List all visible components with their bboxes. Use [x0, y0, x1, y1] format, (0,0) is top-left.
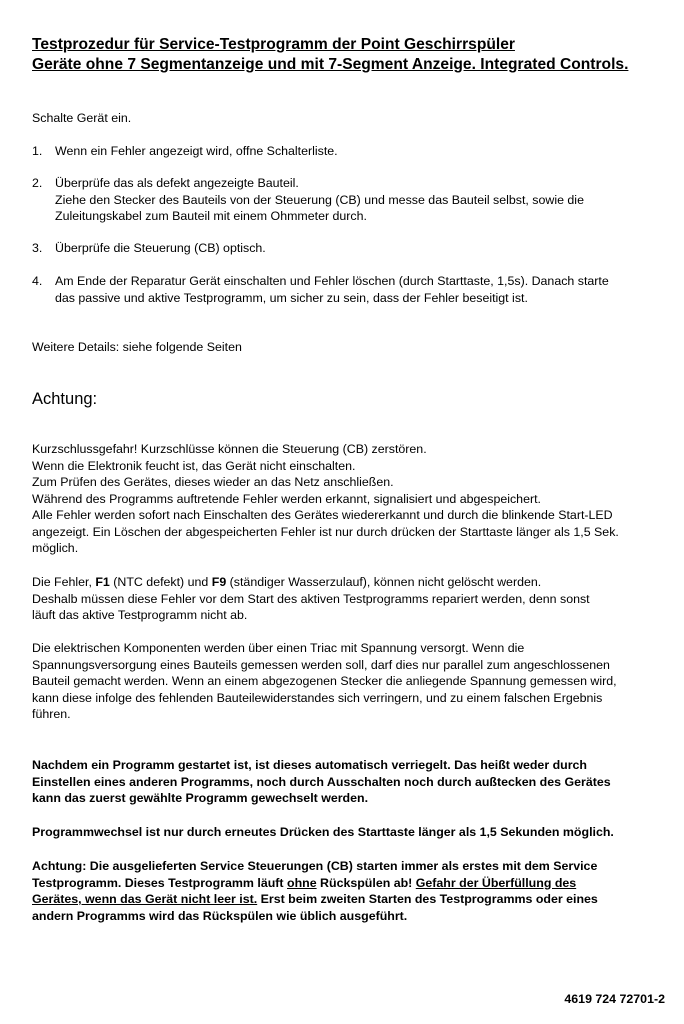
step-3-text	[55, 240, 665, 257]
step-line: Am Ende der Reparatur Gerät einschalten und Fehler löschen (durch Starttaste, 1,5s). Danach starte	[55, 274, 609, 288]
underlined-overflow-warning-cont: Gerätes, wenn das Gerät nicht leer ist.	[32, 892, 258, 906]
paragraph-line: Die elektrischen Komponenten werden über einen Triac mit Spannung versorgt. Wenn die	[32, 641, 525, 655]
intro-text: Schalte Gerät ein.	[32, 111, 132, 125]
paragraph-line: Einstellen eines anderen Programms, noch durch Ausschalten noch durch außtecken des Gerätes	[32, 774, 611, 789]
components-paragraph	[32, 640, 662, 723]
paragraph-line: angezeigt. Ein Löschen der abgespeicherten Fehler ist nur durch drücken der Starttaste länger als 1,5 Sek.	[32, 524, 619, 539]
step-number: 2.	[32, 176, 43, 190]
step-line: Überprüfe die Steuerung (CB) optisch.	[55, 241, 266, 255]
error-code-f1: F1	[95, 575, 110, 589]
paragraph-line	[32, 875, 662, 892]
service-text: Testprogramm. Dieses Testprogramm läuft	[32, 875, 287, 890]
paragraph-line: kann diese infolge des fehlenden Bauteilewiderstandes sich verringern, und zu einem falschen Ergebnis	[32, 690, 603, 705]
paragraph-line: Achtung: Die ausgelieferten Service Steuerungen (CB) starten immer als erstes mit dem Service	[32, 859, 598, 873]
step-line: Überprüfe das als defekt angezeigte Bauteil.	[55, 176, 299, 190]
service-warning-paragraph	[32, 858, 662, 924]
paragraph-line	[32, 574, 662, 591]
paragraph-line: Nachdem ein Programm gestartet ist, ist dieses automatisch verriegelt. Das heißt weder durch	[32, 758, 588, 772]
paragraph-line: kann das zuerst gewählte Programm gewechselt werden.	[32, 791, 369, 805]
service-text: Rückspülen ab!	[316, 875, 416, 890]
paragraph-line: läuft das aktive Testprogramm nicht ab.	[32, 608, 248, 622]
step-line: das passive und aktive Testprogramm, um sicher zu sein, dass der Fehler beseitigt ist.	[55, 290, 528, 305]
paragraph-line: führen.	[32, 707, 71, 721]
step-line: Wenn ein Fehler angezeigt wird, offne Schalterliste.	[55, 144, 338, 158]
paragraph-line: andern Programms wird das Rückspülen wie üblich ausgeführt.	[32, 908, 408, 923]
step-2-text	[55, 175, 665, 225]
errors-mid: (NTC defekt) und	[109, 575, 212, 589]
paragraph-line: Bauteil gemacht werden. Wenn an einem abgezogenen Stecker die anliegende Spannung gemessen wird,	[32, 674, 617, 688]
step-number: 4.	[32, 274, 43, 288]
lock-paragraph	[32, 757, 662, 807]
paragraph-line	[32, 891, 662, 908]
warning-paragraph	[32, 441, 662, 557]
warning-heading: Achtung:	[32, 390, 98, 408]
paragraph-line: Wenn die Elektronik feucht ist, das Gerät nicht einschalten.	[32, 458, 356, 473]
underlined-overflow-warning: Gefahr der Überfüllung des	[415, 875, 577, 890]
step-number: 3.	[32, 241, 43, 255]
step-1-text	[55, 143, 665, 160]
paragraph-line: Während des Programms auftretende Fehler werden erkannt, signalisiert und abgespeichert.	[32, 491, 541, 506]
document-number: 4619 724 72701-2	[564, 992, 665, 1006]
paragraph-line: Zum Prüfen des Gerätes, dieses wieder an das Netz anschließen.	[32, 475, 394, 489]
step-line: Ziehe den Stecker des Bauteils von der Steuerung (CB) und messe das Bauteil selbst, sowie die	[55, 192, 584, 207]
step-line: Zuleitungskabel zum Bauteil mit einem Ohmmeter durch.	[55, 209, 367, 223]
paragraph-line: Alle Fehler werden sofort nach Einschalten des Gerätes wiedererkannt und durch die blinkende Start-LED	[32, 508, 613, 522]
step-number: 1.	[32, 144, 43, 158]
document-title-line-1: Testprozedur für Service-Testprogramm der Point Geschirrspüler	[32, 36, 515, 53]
errors-prefix: Die Fehler,	[32, 575, 96, 589]
document-title-line-2: Geräte ohne 7 Segmentanzeige und mit 7-Segment Anzeige. Integrated Controls.	[32, 56, 629, 73]
paragraph-line: Kurzschlussgefahr! Kurzschlüsse können die Steuerung (CB) zerstören.	[32, 442, 427, 456]
errors-rest: (ständiger Wasserzulauf), können nicht gelöscht werden.	[226, 575, 542, 589]
error-code-f9: F9	[211, 575, 227, 589]
paragraph-line: Deshalb müssen diese Fehler vor dem Start des aktiven Testprogramms repariert werden, denn sonst	[32, 591, 590, 606]
underlined-ohne: ohne	[287, 875, 317, 890]
paragraph-line: Spannungsversorgung eines Bauteils gemessen werden soll, darf dies nur parallel zum angeschlossenen	[32, 657, 610, 672]
details-text: Weitere Details: siehe folgende Seiten	[32, 340, 242, 354]
step-4-text	[55, 273, 665, 306]
service-text: Erst beim zweiten Starten des Testprogramms oder eines	[257, 892, 598, 906]
paragraph-line: möglich.	[32, 541, 79, 555]
errors-paragraph	[32, 574, 662, 624]
program-switch-text: Programmwechsel ist nur durch erneutes Drücken des Starttaste länger als 1,5 Sekunden möglich.	[32, 825, 614, 839]
